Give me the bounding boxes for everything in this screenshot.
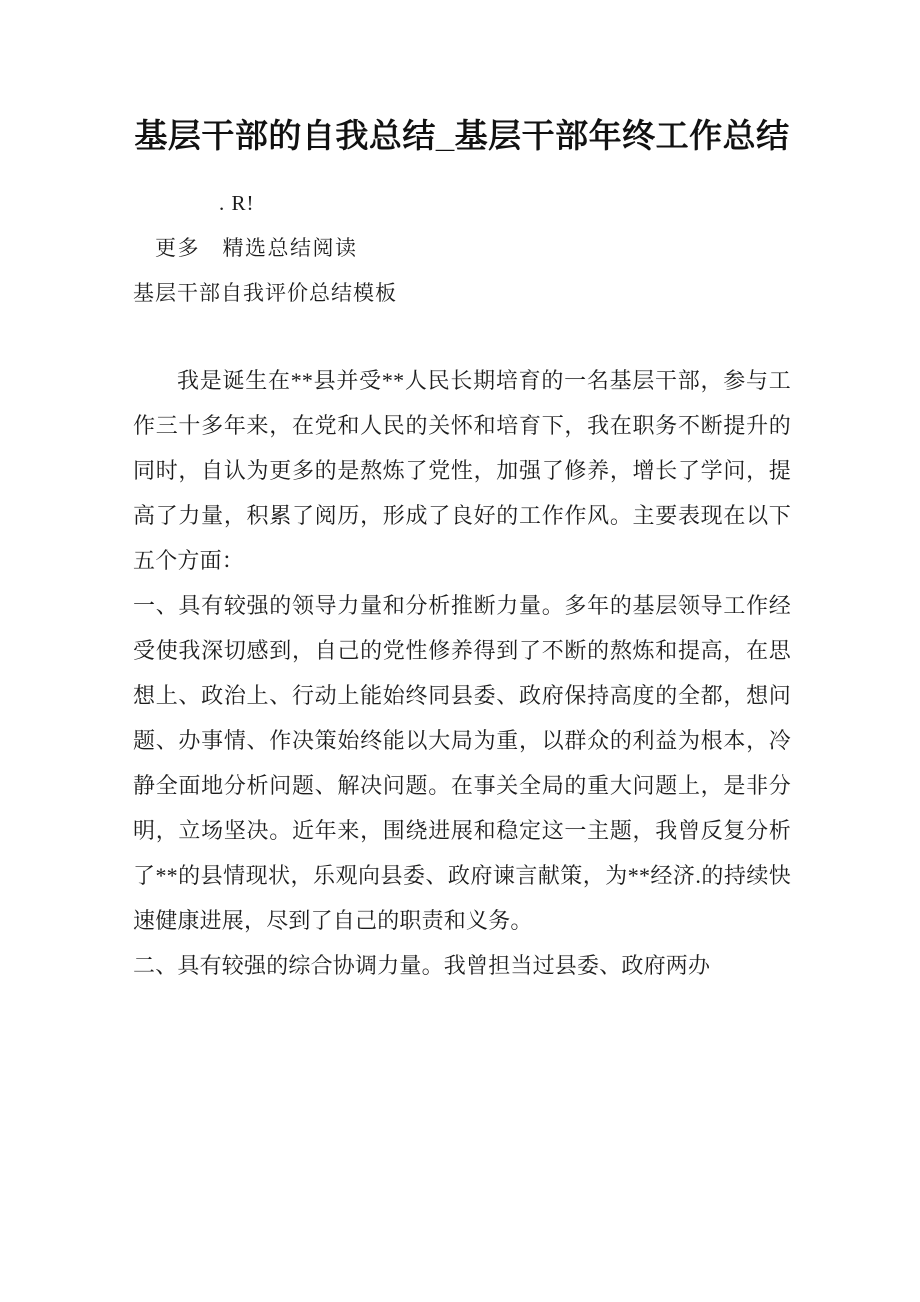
- meta-code-line: . R!: [219, 191, 255, 215]
- meta-more-reading-line: 更多 精选总结阅读: [155, 236, 358, 260]
- document-meta-block: [133, 181, 791, 316]
- meta-template-line: 基层干部自我评价总结模板: [133, 281, 397, 305]
- page-title: 基层干部的自我总结_基层干部年终工作总结: [134, 117, 790, 154]
- document-content: [133, 0, 791, 988]
- paragraph-point-one: 一、具有较强的领导力量和分析推断力量。多年的基层领导工作经受使我深切感到，自己的党性修养得到了不断的熬炼和提高，在思想上、政治上、行动上能始终同县委、政府保持高度的全都，想问题、办事情、作决策始终能以大局为重，以群众的利益为根本，冷静全面地分析问题、解决问题。在事关全局的重大问题上，是非分明，立场坚决。近年来，围绕进展和稳定这一主题，我曾反复分析了**的县情现状，乐观向县委、政府谏言献策，为**经济.的持续快速健康进展，尽到了自己的职责和义务。: [133, 593, 791, 933]
- paragraph-point-two: 二、具有较强的综合协调力量。我曾担当过县委、政府两办: [133, 953, 711, 978]
- document-body: [133, 358, 791, 988]
- paragraph-intro: 我是诞生在**县并受**人民长期培育的一名基层干部，参与工作三十多年来，在党和人民的关怀和培育下，我在职务不断提升的同时，自认为更多的是熬炼了党性，加强了修养，增长了学问，提高了力量，积累了阅历，形成了良好的工作作风。主要表现在以下五个方面：: [133, 368, 791, 573]
